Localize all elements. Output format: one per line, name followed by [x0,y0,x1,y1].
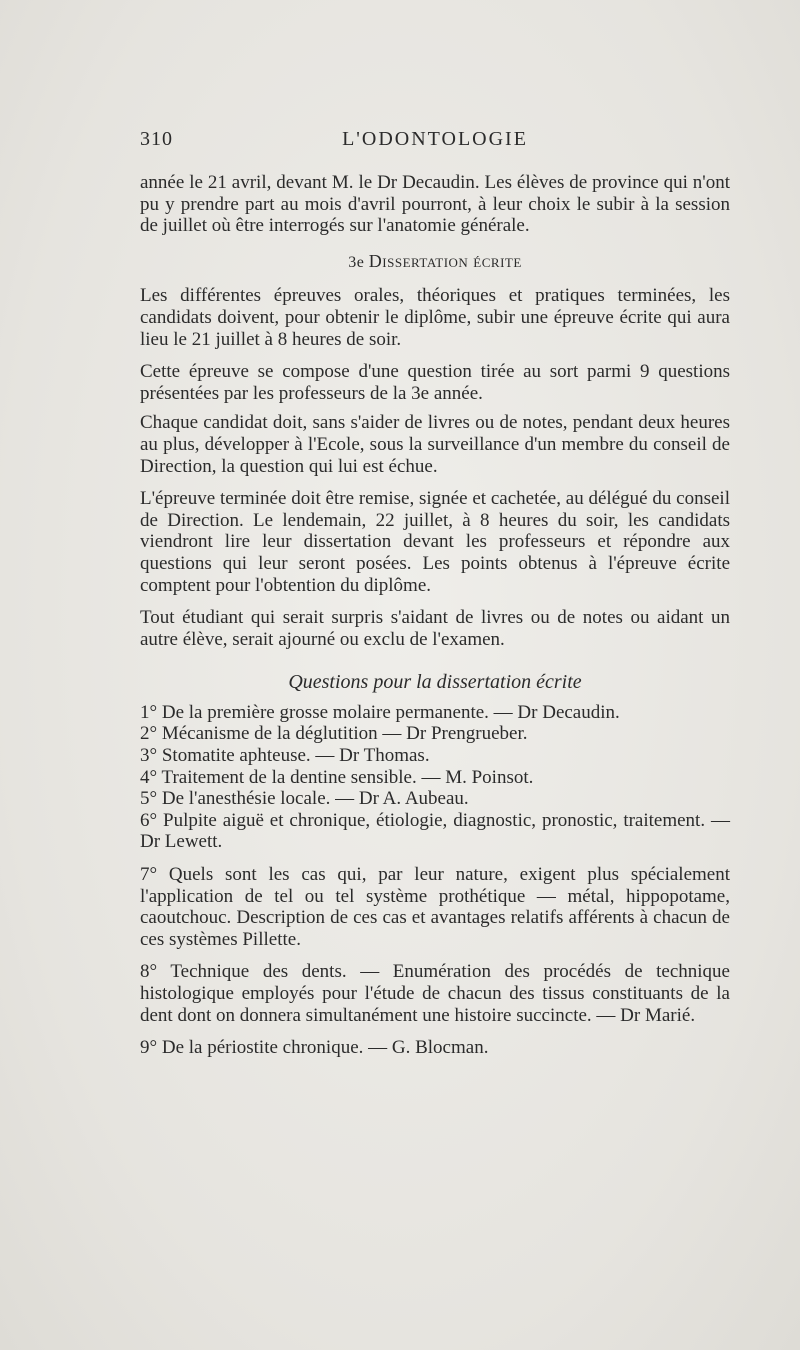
paragraph-3: Cette épreuve se compose d'une question tirée au sort parmi 9 questions présentées par les professeurs de la 3e année. [140,361,730,404]
question-item-6: 6° Pulpite aiguë et chronique, étiologie, diagnostic, pronostic, traitement. — Dr Lewett. [140,809,730,853]
question-item-7: 7° Quels sont les cas qui, par leur nature, exigent plus spécialement l'application de tel ou tel système prothétique — métal, hippopotame, caoutchouc. Description de ces cas et avantages relatifs afférents à chacun de ces systèmes Pillette. [140,864,730,950]
paragraph-6: Tout étudiant qui serait surpris s'aidant de livres ou de notes ou aidant un autre élève, serait ajourné ou exclu de l'examen. [140,607,730,650]
question-item-9: 9° De la périostite chronique. — G. Blocman. [140,1037,489,1059]
body-text [140,172,730,1059]
running-title: L'ODONTOLOGIE [342,128,528,150]
question-item-2: 2° Mécanisme de la déglutition — Dr Prengrueber. [140,723,528,745]
question-item-5: 5° De l'anesthésie locale. — Dr A. Aubeau. [140,788,469,810]
section-title: Dissertation écrite [368,250,522,271]
question-item-3: 3° Stomatite aphteuse. — Dr Thomas. [140,745,430,767]
section-heading [140,251,730,274]
paragraph-4: Chaque candidat doit, sans s'aider de livres ou de notes, pendant deux heures au plus, développer à l'Ecole, sous la surveillance d'un membre du conseil de Direction, la question qui lui est échue. [140,412,730,477]
page-header [140,128,730,158]
section-number: 3e [348,253,365,271]
paragraph-5: L'épreuve terminée doit être remise, signée et cachetée, au délégué du conseil de Direction. Le lendemain, 22 juillet, à 8 heures du soir, les candidats viendront lire leur dissertation devant les professeurs et répondre aux questions qui leur seront posées. Les points obtenus à l'épreuve écrite comptent pour l'obtention du diplôme. [140,488,730,596]
page-number: 310 [140,128,173,150]
questions-title: Questions pour la dissertation écrite [288,671,582,694]
paragraph-1: année le 21 avril, devant M. le Dr Decaudin. Les élèves de province qui n'ont pu y prendre part au mois d'avril pourront, à leur choix le subir à la session de juillet où être interrogés sur l'anatomie générale. [140,172,730,237]
paragraph-2: Les différentes épreuves orales, théoriques et pratiques terminées, les candidats doivent, pour obtenir le diplôme, subir une épreuve écrite qui aura lieu le 21 juillet à 8 heures de soir. [140,285,730,350]
question-item-1: 1° De la première grosse molaire permanente. — Dr Decaudin. [140,701,620,723]
question-item-4: 4° Traitement de la dentine sensible. — M. Poinsot. [140,766,534,788]
question-item-8: 8° Technique des dents. — Enumération des procédés de technique histologique employés pour l'étude de chacun des tissus constituants de la dent dont on donnera simultanément une histoire succincte. — Dr Marié. [140,961,730,1026]
